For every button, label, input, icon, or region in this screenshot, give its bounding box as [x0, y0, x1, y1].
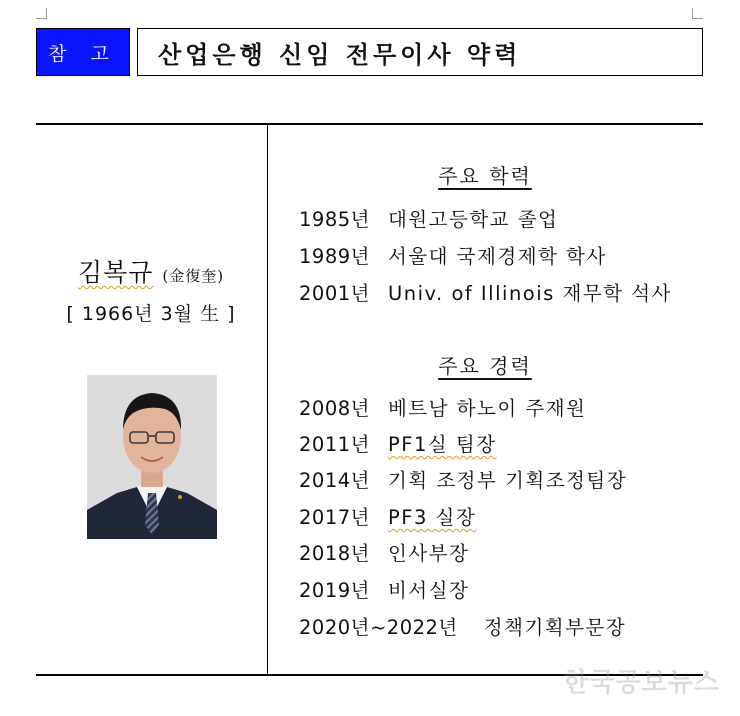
- education-item: [299, 241, 607, 269]
- career-year: 2020년~2022년: [299, 616, 458, 639]
- career-year: 2017년: [299, 506, 370, 529]
- reference-badge: 참 고: [36, 28, 130, 76]
- career-year: 2014년: [299, 469, 370, 492]
- table-top-rule: [36, 123, 703, 125]
- career-year: 2019년: [299, 579, 370, 602]
- profile-name-text: 김복규: [77, 258, 154, 287]
- profile-birth: [ 1966년 3월 生 ]: [66, 303, 236, 325]
- education-heading: [268, 160, 702, 189]
- profile-name-hanja: (金復奎): [162, 267, 225, 285]
- table-column-divider: [267, 124, 268, 674]
- education-year: 2001년: [299, 282, 370, 305]
- career-desc: 인사부장: [387, 542, 470, 565]
- career-year: 2018년: [299, 542, 370, 565]
- education-year: 1985년: [299, 208, 370, 231]
- page-corner-mark-left: [36, 8, 47, 19]
- career-desc: PF3 실장: [387, 506, 477, 529]
- career-year: 2011년: [299, 433, 370, 456]
- profile-photo: [87, 375, 217, 539]
- document-title: 산업은행 신임 전무이사 약력: [137, 28, 703, 76]
- profile-name: [36, 253, 266, 289]
- career-item: [299, 612, 626, 640]
- education-desc: Univ. of Illinois 재무학 석사: [387, 282, 672, 305]
- career-item: [299, 465, 627, 493]
- career-year: 2008년: [299, 397, 370, 420]
- education-heading-text: 주요 학력: [438, 164, 532, 188]
- career-desc: 정책기획부문장: [483, 616, 627, 639]
- career-item: [299, 538, 469, 566]
- career-item: [299, 429, 497, 457]
- page-corner-mark-right: [692, 8, 703, 19]
- career-desc: 비서실장: [387, 579, 470, 602]
- education-year: 1989년: [299, 245, 370, 268]
- career-item: [299, 575, 469, 603]
- education-item: [299, 278, 672, 306]
- career-item: [299, 502, 476, 530]
- education-desc: 대원고등학교 졸업: [387, 208, 559, 231]
- career-heading-text: 주요 경력: [438, 354, 532, 378]
- watermark: 한국공보뉴스: [563, 668, 720, 698]
- education-item: [299, 204, 558, 232]
- career-desc: 베트남 하노이 주재원: [387, 397, 587, 420]
- career-desc: 기획 조정부 기획조정팀장: [387, 469, 628, 492]
- education-desc: 서울대 국제경제학 학사: [387, 245, 607, 268]
- career-desc: PF1실 팀장: [387, 433, 497, 456]
- career-item: [299, 393, 586, 421]
- career-heading: [268, 350, 702, 379]
